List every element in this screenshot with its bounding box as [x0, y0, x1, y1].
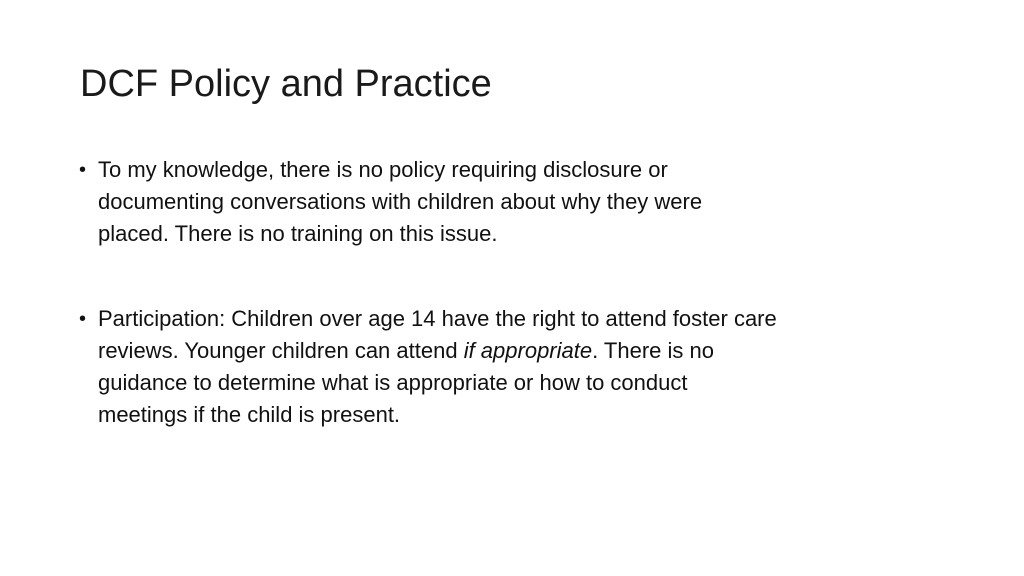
emphasized-phrase: if appropriate — [463, 338, 593, 363]
bullet-segment: reviews. Younger children can attend — [98, 338, 464, 363]
bullet-item-disclosure — [78, 154, 978, 250]
slide-title: DCF Policy and Practice — [80, 63, 492, 105]
bullet-marker: • — [79, 308, 87, 330]
bullet-text — [98, 303, 978, 431]
bullet-item-participation — [78, 303, 978, 431]
bullet-marker: • — [79, 159, 87, 181]
bullet-line: placed. There is no training on this issue. — [98, 221, 498, 246]
bullet-line-with-emphasis — [98, 335, 978, 367]
bullet-segment: . There is no — [592, 338, 714, 363]
bullet-line: documenting conversations with children about why they were — [98, 189, 703, 214]
bullet-line: Participation: Children over age 14 have the right to attend foster care — [98, 306, 777, 331]
bullet-text — [98, 154, 978, 250]
bullet-list — [78, 154, 978, 431]
bullet-line: meetings if the child is present. — [98, 402, 401, 427]
bullet-line: guidance to determine what is appropriate or how to conduct — [98, 370, 688, 395]
bullet-line: To my knowledge, there is no policy requiring disclosure or — [98, 157, 668, 182]
